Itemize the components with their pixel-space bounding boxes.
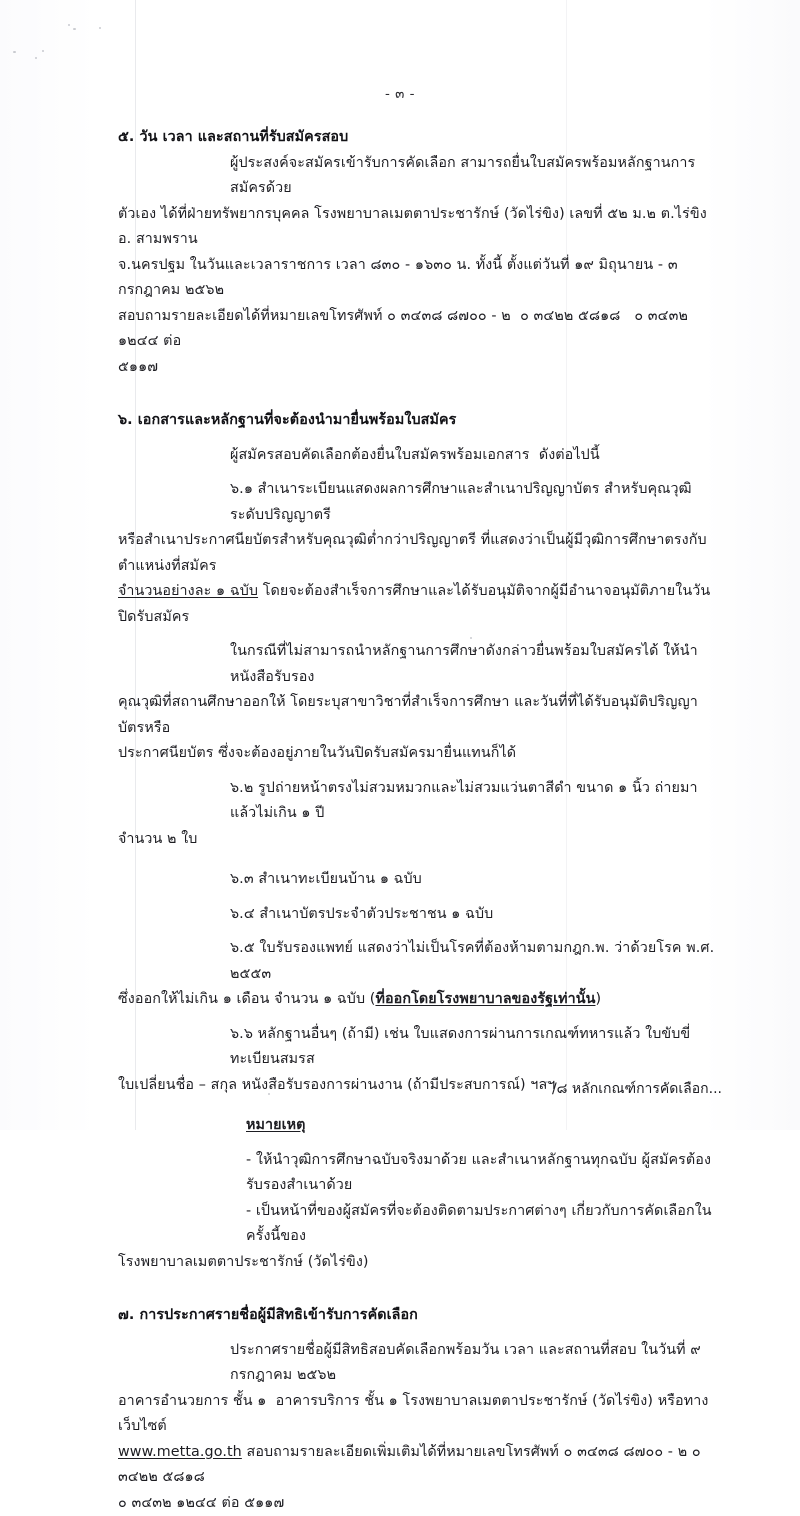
section-5-line-3: จ.นครปฐม ในวันและเวลาราชการ เวลา ๘๓๐ - ๑๖๓๐ น. ทั้งนี้ ตั้งแต่วันที่ ๑๙ มิถุนายน - ๓ กรกฎาคม ๒๕๖๒ xyxy=(118,253,722,304)
spacer xyxy=(118,767,722,776)
spacer xyxy=(118,1139,722,1148)
item-6-5-underlined-text: ที่ออกโดยโรงพยาบาลของรัฐเท่านั้น xyxy=(375,991,595,1007)
section-5 xyxy=(118,125,722,380)
section-6 xyxy=(118,408,722,1275)
exception-paragraph-line-1: ในกรณีที่ไม่สามารถนำหลักฐานการศึกษาดังกล่าวยื่นพร้อมใบสมัครได้ ให้นำหนังสือรับรอง xyxy=(118,639,722,690)
item-6-1-line-3-rest: โดยจะต้องสำเร็จการศึกษาและได้รับอนุมัติจากผู้มีอำนาจอนุมัติภายในวันปิดรับสมัคร xyxy=(118,583,710,625)
item-6-4: ๖.๔ สำเนาบัตรประจำตัวประชาชน ๑ ฉบับ xyxy=(118,902,722,928)
section-5-line-5: ๕๑๑๗ xyxy=(118,355,722,381)
section-7-line-4: ๐ ๓๔๓๒ ๑๒๔๔ ต่อ ๕๑๑๗ xyxy=(118,1491,722,1516)
item-6-6-line-2: ใบเปลี่ยนชื่อ – สกุล หนังสือรับรองการผ่านงาน (ถ้ามีประสบการณ์) ฯลฯ xyxy=(118,1073,722,1099)
remark-bullet-2: - เป็นหน้าที่ของผู้สมัครที่จะต้องติดตามประกาศต่างๆ เกี่ยวกับการคัดเลือกในครั้งนี้ของ xyxy=(118,1199,722,1250)
item-6-1-underlined-text: จำนวนอย่างละ ๑ ฉบับ xyxy=(118,583,258,599)
item-6-1-line-2: หรือสำเนาประกาศนียบัตรสำหรับคุณวุฒิต่ำกว่าปริญญาตรี ที่แสดงว่าเป็นผู้มีวุฒิการศึกษาตรงกับตำแหน่งที่สมัคร xyxy=(118,528,722,579)
section-6-heading: ๖. เอกสารและหลักฐานที่จะต้องนำมายื่นพร้อมใบสมัคร xyxy=(118,408,722,434)
section-6-intro: ผู้สมัครสอบคัดเลือกต้องยื่นใบสมัครพร้อมเอกสาร ดังต่อไปนี้ xyxy=(118,443,722,469)
spacer xyxy=(118,434,722,443)
document-body xyxy=(118,112,722,1516)
item-6-5-line-2 xyxy=(118,987,722,1013)
spacer xyxy=(118,1098,722,1113)
item-6-5-suffix: ) xyxy=(595,991,601,1007)
section-7-line-1: ประกาศรายชื่อผู้มีสิทธิสอบคัดเลือกพร้อมวัน เวลา และสถานที่สอบ ในวันที่ ๙ กรกฎาคม ๒๕๖๒ xyxy=(118,1338,722,1389)
item-6-5-prefix: ซึ่งออกให้ไม่เกิน ๑ เดือน จำนวน ๑ ฉบับ ( xyxy=(118,991,375,1007)
section-7-line-3-rest: สอบถามรายละเอียดเพิ่มเติมได้ที่หมายเลขโทรศัพท์ ๐ ๓๔๓๘ ๘๗๐๐ - ๒ ๐ ๓๔๒๒ ๕๘๑๘ xyxy=(118,1444,705,1486)
exception-paragraph-line-3: ประกาศนียบัตร ซึ่งจะต้องอยู่ภายในวันปิดรับสมัครมายื่นแทนก็ได้ xyxy=(118,741,722,767)
spacer xyxy=(118,380,722,395)
spacer xyxy=(118,1329,722,1338)
page-number: - ๓ - xyxy=(0,82,800,104)
section-5-heading: ๕. วัน เวลา และสถานที่รับสมัครสอบ xyxy=(118,125,722,151)
section-7-line-2: อาคารอำนวยการ ชั้น ๑ อาคารบริการ ชั้น ๑ โรงพยาบาลเมตตาประชารักษ์ (วัดไร่ขิง) หรือทางเว็บไซต์ xyxy=(118,1389,722,1440)
item-6-5-line-1: ๖.๕ ใบรับรองแพทย์ แสดงว่าไม่เป็นโรคที่ต้องห้ามตามกฎก.พ. ว่าด้วยโรค พ.ศ. ๒๕๕๓ xyxy=(118,936,722,987)
spacer xyxy=(118,852,722,867)
spacer xyxy=(118,1013,722,1022)
item-6-3: ๖.๓ สำเนาทะเบียนบ้าน ๑ ฉบับ xyxy=(118,867,722,893)
spacer xyxy=(118,893,722,902)
spacer xyxy=(118,927,722,936)
remark-heading: หมายเหตุ xyxy=(118,1113,722,1139)
website-link[interactable]: www.metta.go.th xyxy=(118,1444,242,1460)
section-5-line-2: ตัวเอง ได้ที่ฝ่ายทรัพยากรบุคคล โรงพยาบาลเมตตาประชารักษ์ (วัดไร่ขิง) เลขที่ ๕๒ ม.๒ ต.ไร่ขิง อ. สามพราน xyxy=(118,202,722,253)
spacer xyxy=(118,468,722,477)
section-5-line-4: สอบถามรายละเอียดได้ที่หมายเลขโทรศัพท์ ๐ ๓๔๓๘ ๘๗๐๐ - ๒ ๐ ๓๔๒๒ ๕๘๑๘ ๐ ๓๔๓๒ ๑๒๔๔ ต่อ xyxy=(118,304,722,355)
item-6-1-line-3 xyxy=(118,579,722,630)
item-6-1-line-1: ๖.๑ สำเนาระเบียนแสดงผลการศึกษาและสำเนาปริญญาบัตร สำหรับคุณวุฒิระดับปริญญาตรี xyxy=(118,477,722,528)
section-5-line-1: ผู้ประสงค์จะสมัครเข้ารับการคัดเลือก สามารถยื่นใบสมัครพร้อมหลักฐานการสมัครด้วย xyxy=(118,151,722,202)
spacer xyxy=(118,630,722,639)
exception-paragraph-line-2: คุณวุฒิที่สถานศึกษาออกให้ โดยระบุสาขาวิชาที่สำเร็จการศึกษา และวันที่ที่ได้รับอนุมัติปริญญาบัตรหรือ xyxy=(118,690,722,741)
section-7-line-3 xyxy=(118,1440,722,1491)
section-7 xyxy=(118,1303,722,1516)
spacer xyxy=(118,1275,722,1290)
remark-bullet-1: - ให้นำวุฒิการศึกษาฉบับจริงมาด้วย และสำเนาหลักฐานทุกฉบับ ผู้สมัครต้องรับรองสำเนาด้วย xyxy=(118,1148,722,1199)
item-6-2-line-2: จำนวน ๒ ใบ xyxy=(118,827,722,853)
item-6-6-line-1: ๖.๖ หลักฐานอื่นๆ (ถ้ามี) เช่น ใบแสดงการผ่านการเกณฑ์ทหารแล้ว ใบขับขี่ ทะเบียนสมรส xyxy=(118,1022,722,1073)
footer-continuation-note: /๘ หลักเกณฑ์การคัดเลือก... xyxy=(552,1078,722,1100)
item-6-2-line-1: ๖.๒ รูปถ่ายหน้าตรงไม่สวมหมวกและไม่สวมแว่นตาสีดำ ขนาด ๑ นิ้ว ถ่ายมาแล้วไม่เกิน ๑ ปี xyxy=(118,776,722,827)
section-7-heading: ๗. การประกาศรายชื่อผู้มีสิทธิเข้ารับการคัดเลือก xyxy=(118,1303,722,1329)
remark-bullet-2-continued: โรงพยาบาลเมตตาประชารักษ์ (วัดไร่ขิง) xyxy=(118,1250,722,1276)
